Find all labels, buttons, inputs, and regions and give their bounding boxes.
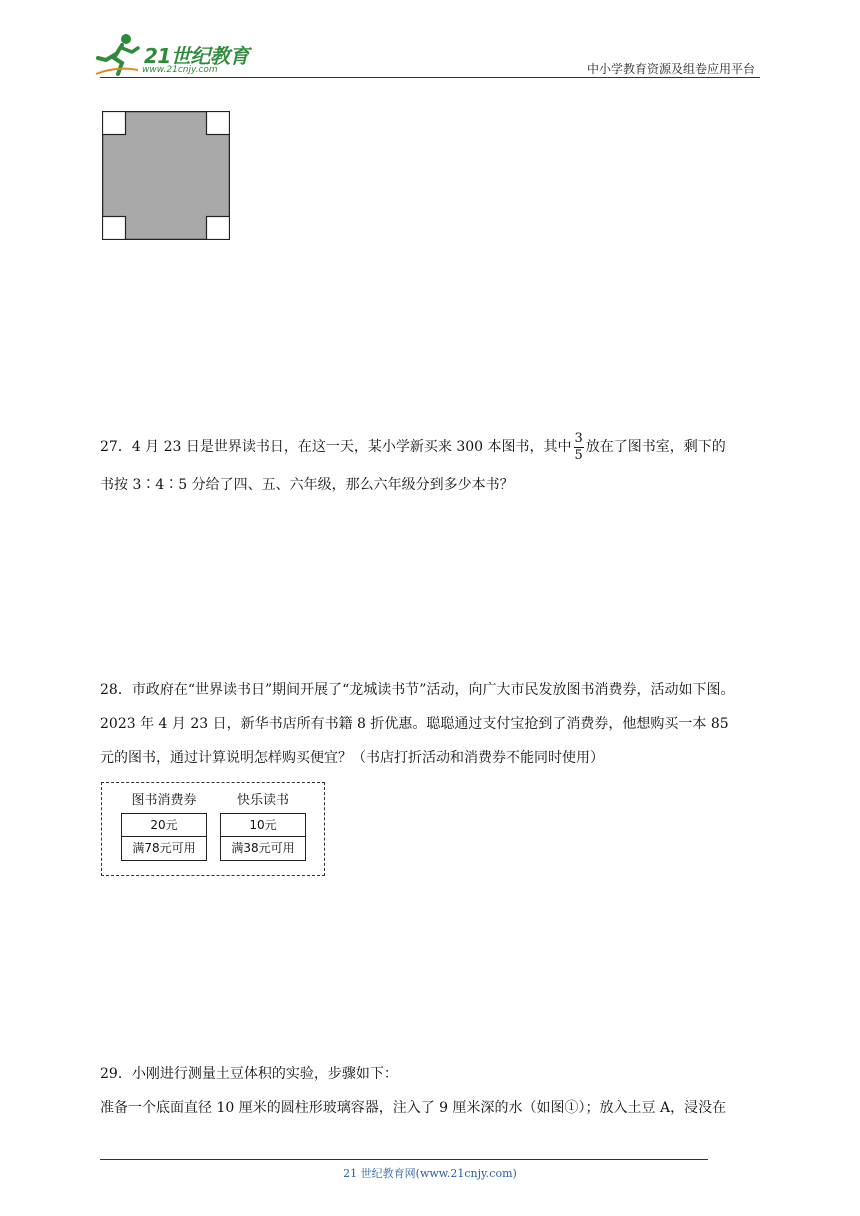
coupon-card — [220, 813, 306, 861]
question-28 — [100, 673, 760, 775]
coupon-condition: 满38元可用 — [231, 841, 295, 855]
question-27-text-a: 27．4 月 23 日是世界读书日，在这一天，某小学新买来 300 本图书，其中 — [100, 439, 572, 455]
logo-wordmark: 21世纪教育 — [144, 44, 249, 68]
coupon-value: 10元 — [221, 814, 305, 837]
site-logo — [92, 30, 262, 80]
logo-url: www.21cnjy.com — [142, 65, 218, 75]
fraction-denominator: 5 — [574, 447, 583, 463]
coupon-happy-reading — [220, 789, 306, 861]
coupon-figure — [101, 782, 325, 876]
runner-logo-icon — [92, 30, 142, 78]
coupon-title: 图书消费券 — [131, 793, 197, 808]
coupon-card — [121, 813, 207, 861]
coupon-title: 快乐读书 — [236, 793, 289, 808]
question-29 — [100, 1057, 760, 1125]
question-28-line-2: 2023 年 4 月 23 日，新华书店所有书籍 8 折优惠。聪聪通过支付宝抢到了消费券，他想购买一本 85 — [100, 716, 729, 732]
question-27 — [100, 430, 760, 502]
square-with-corner-cutouts-figure — [102, 111, 230, 240]
coupon-book-voucher — [121, 789, 207, 861]
question-29-line-1: 29．小刚进行测量土豆体积的实验，步骤如下： — [100, 1066, 398, 1082]
footer-site-credit: 21 世纪教育网(www.21cnjy.com) — [343, 1167, 517, 1180]
question-27-text-b: 放在了图书室，剩下的 — [585, 439, 726, 455]
header-divider — [100, 77, 760, 78]
platform-title: 中小学教育资源及组卷应用平台 — [586, 62, 755, 76]
question-29-line-2: 准备一个底面直径 10 厘米的圆柱形玻璃容器，注入了 9 厘米深的水（如图①）；放入土豆 A，浸没在 — [100, 1100, 727, 1116]
question-27-line-2: 书按 3∶4∶5 分给了四、五、六年级，那么六年级分到多少本书？ — [100, 477, 514, 493]
question-28-line-1: 28．市政府在“世界读书日”期间开展了“龙城读书节”活动，向广大市民发放图书消费券，活动如下图。 — [100, 682, 735, 698]
question-27-line-1 — [100, 430, 760, 464]
question-28-line-3: 元的图书，通过计算说明怎样购买便宜？（书店打折活动和消费券不能同时使用） — [100, 750, 604, 766]
fraction — [574, 431, 584, 464]
coupon-value: 20元 — [122, 814, 206, 837]
fraction-numerator: 3 — [574, 430, 583, 446]
footer-divider — [100, 1159, 708, 1160]
coupon-condition: 满78元可用 — [132, 841, 196, 855]
page-header — [0, 0, 860, 80]
